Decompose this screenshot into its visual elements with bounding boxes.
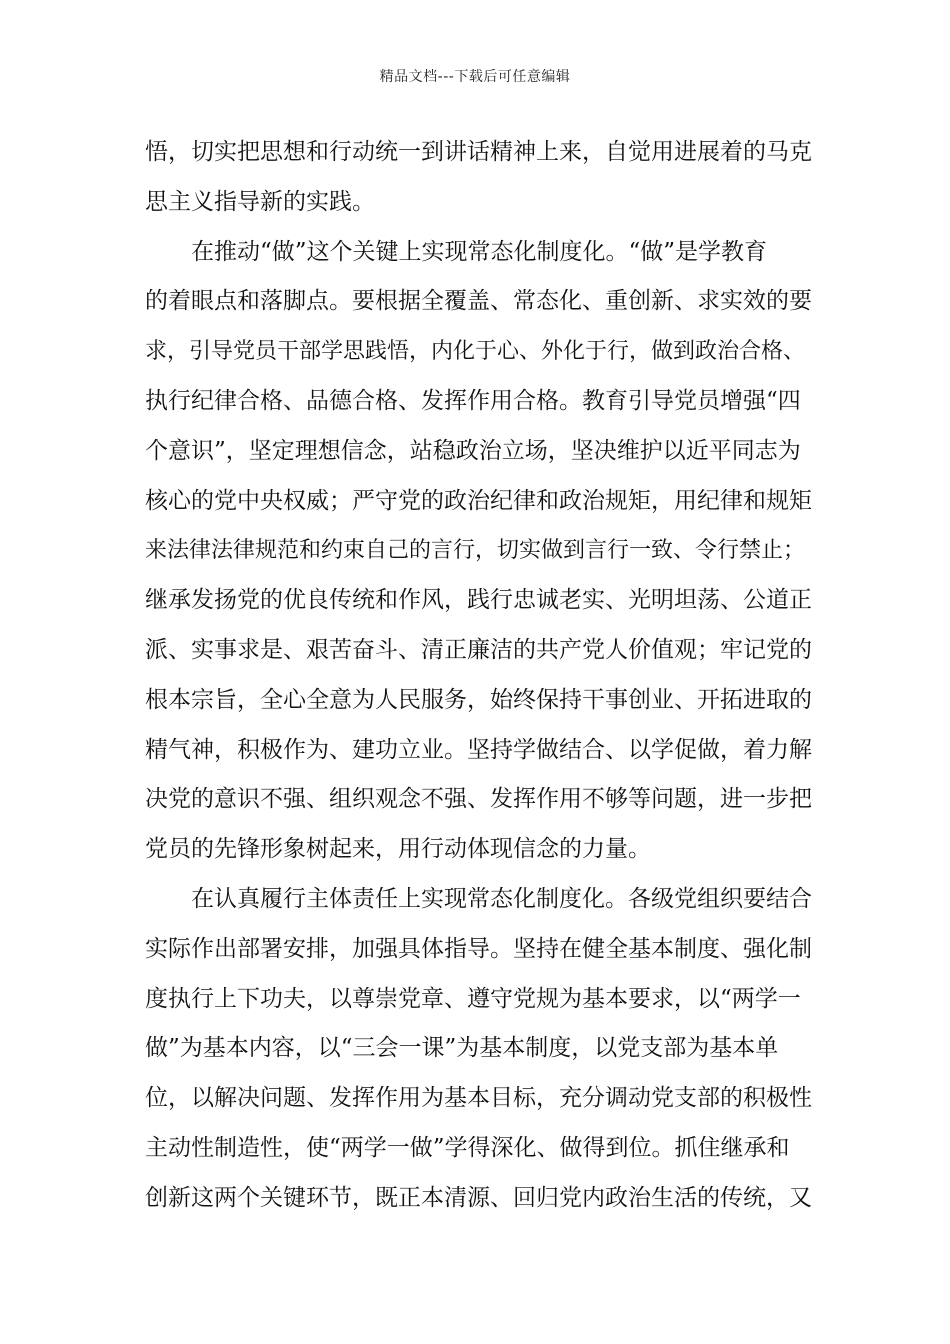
text-line: 派、实事求是、艰苦奋斗、清正廉洁的共产党人价值观；牢记党的 xyxy=(145,636,812,663)
text-line: 主动性制造性，使“两学一做”学得深化、做得到位。抓住继承和 xyxy=(145,1134,790,1161)
text-line: 在认真履行主体责任上实现常态化制度化。各级党组织要结合 xyxy=(191,885,812,912)
text-line: 在推动“做”这个关键上实现常态化制度化。“做”是学教育 xyxy=(191,238,768,265)
text-line: 根本宗旨，全心全意为人民服务，始终保持干事创业、开拓进取的 xyxy=(145,686,812,713)
text-line: 求，引导党员干部学思践悟，内化于心、外化于行，做到政治合格、 xyxy=(145,339,806,365)
text-line: 精气神，积极作为、建功立业。坚持学做结合、以学促做，着力解 xyxy=(145,736,812,763)
text-line: 思主义指导新的实践。 xyxy=(145,188,375,215)
text-line: 位，以解决问题、发挥作用为基本目标，充分调动党支部的积极性 xyxy=(145,1085,812,1112)
text-line: 核心的党中央权威；严守党的政治纪律和政治规矩，用纪律和规矩 xyxy=(145,487,812,514)
text-line: 执行纪律合格、品德合格、发挥作用合格。教育引导党员增强“四 xyxy=(145,387,801,414)
text-line: 来法律法律规范和约束自己的言行，切实做到言行一致、令行禁止； xyxy=(145,538,806,564)
page-header: 精品文档---下载后可任意编辑 xyxy=(379,69,571,85)
text-line: 做”为基本内容，以“三会一课”为基本制度，以党支部为基本单 xyxy=(145,1035,779,1062)
text-line: 度执行上下功夫，以尊崇党章、遵守党规为基本要求，以“两学一 xyxy=(145,985,801,1012)
text-line: 创新这两个关键环节，既正本清源、回归党内政治生活的传统，又 xyxy=(145,1184,812,1211)
text-line: 的着眼点和落脚点。要根据全覆盖、常态化、重创新、求实效的要 xyxy=(145,288,812,315)
text-line: 实际作出部署安排，加强具体指导。坚持在健全基本制度、强化制 xyxy=(145,935,812,962)
text-line: 悟，切实把思想和行动统一到讲话精神上来，自觉用进展着的马克 xyxy=(145,139,812,165)
text-line: 继承发扬党的优良传统和作风，践行忠诚老实、光明坦荡、公道正 xyxy=(145,587,812,614)
body-text xyxy=(145,128,813,1224)
text-line: 个意识”，坚定理想信念，站稳政治立场，坚决维护以近平同志为 xyxy=(145,437,801,464)
text-line: 决党的意识不强、组织观念不强、发挥作用不够等问题，进一步把 xyxy=(145,786,812,813)
text-line: 党员的先锋形象树起来，用行动体现信念的力量。 xyxy=(145,836,651,863)
